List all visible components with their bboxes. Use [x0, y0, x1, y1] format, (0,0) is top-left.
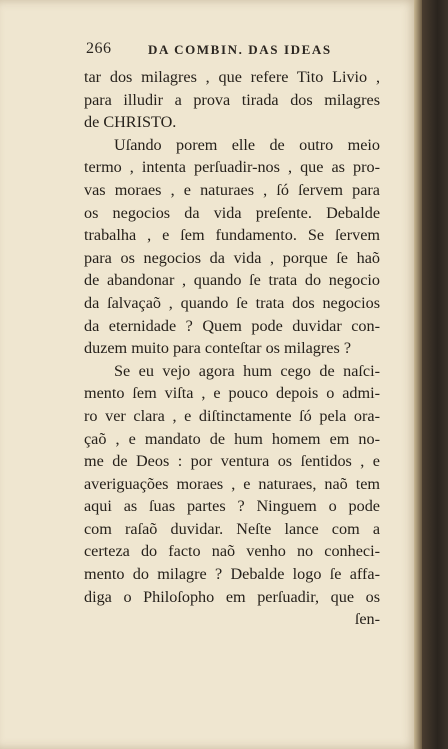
text-line: da eternidade ? Quem pode duvidar con-: [84, 316, 380, 335]
text-line: diga o Philoſopho em perſuadir, que os: [84, 587, 380, 606]
text-line: com raſaõ duvidar. Neſte lance com a: [84, 519, 380, 538]
text-line: para os negocios da vida , porque ſe haõ: [84, 248, 380, 267]
body-text: [84, 66, 380, 631]
text-line: çaõ , e mandato de hum homem em no-: [84, 429, 380, 448]
text-line: certeza do facto naõ venho no conheci-: [84, 542, 380, 561]
text-line: ro ver clara , e diſtinctamente ſó pela ora-: [84, 406, 380, 425]
running-head: DA COMBIN. DAS IDEAS: [148, 42, 332, 57]
text-line: termo , intenta perſuadir-nos , que as pro-: [84, 158, 380, 177]
text-line: vas moraes , e naturaes , ſó ſervem para: [84, 180, 380, 199]
text-line: de CHRISTO.: [84, 113, 177, 132]
text-line: mento do milagre ? Debalde logo ſe affa-: [84, 565, 380, 584]
text-line: averiguações moraes , e naturaes, naõ tem: [84, 474, 380, 493]
text-line: mento ſem viſta , e pouco depois o admi-: [84, 384, 380, 403]
book-spine: [422, 0, 448, 749]
page-number: 266: [86, 40, 112, 57]
page-header: [86, 40, 382, 62]
text-line: os negocios da vida preſente. Debalde: [84, 203, 380, 222]
text-line: aqui as ſuas partes ? Ninguem o pode: [84, 497, 380, 516]
text-line: duzem muito para conteſtar os milagres ?: [84, 339, 351, 358]
catchword: ſen-: [354, 610, 380, 629]
text-line: trabalha , e ſem fundamento. Se ſervem: [84, 226, 380, 245]
text-line: tar dos milagres , que refere Tito Livio ,: [84, 68, 380, 86]
paragraph-start-line: Se eu vejo agora hum cego de naſci-: [114, 361, 380, 380]
paragraph-start-line: Uſando porem elle de outro meio: [114, 135, 380, 154]
text-line: me de Deos : por ventura os ſentidos , e: [84, 452, 380, 471]
text-line: para illudir a prova tirada dos milagres: [84, 90, 380, 109]
page-gutter: [414, 0, 422, 749]
text-line: de abandonar , quando ſe trata do negocio: [84, 271, 380, 290]
text-line: da ſalvaçaõ , quando ſe trata dos negocios: [84, 293, 380, 312]
